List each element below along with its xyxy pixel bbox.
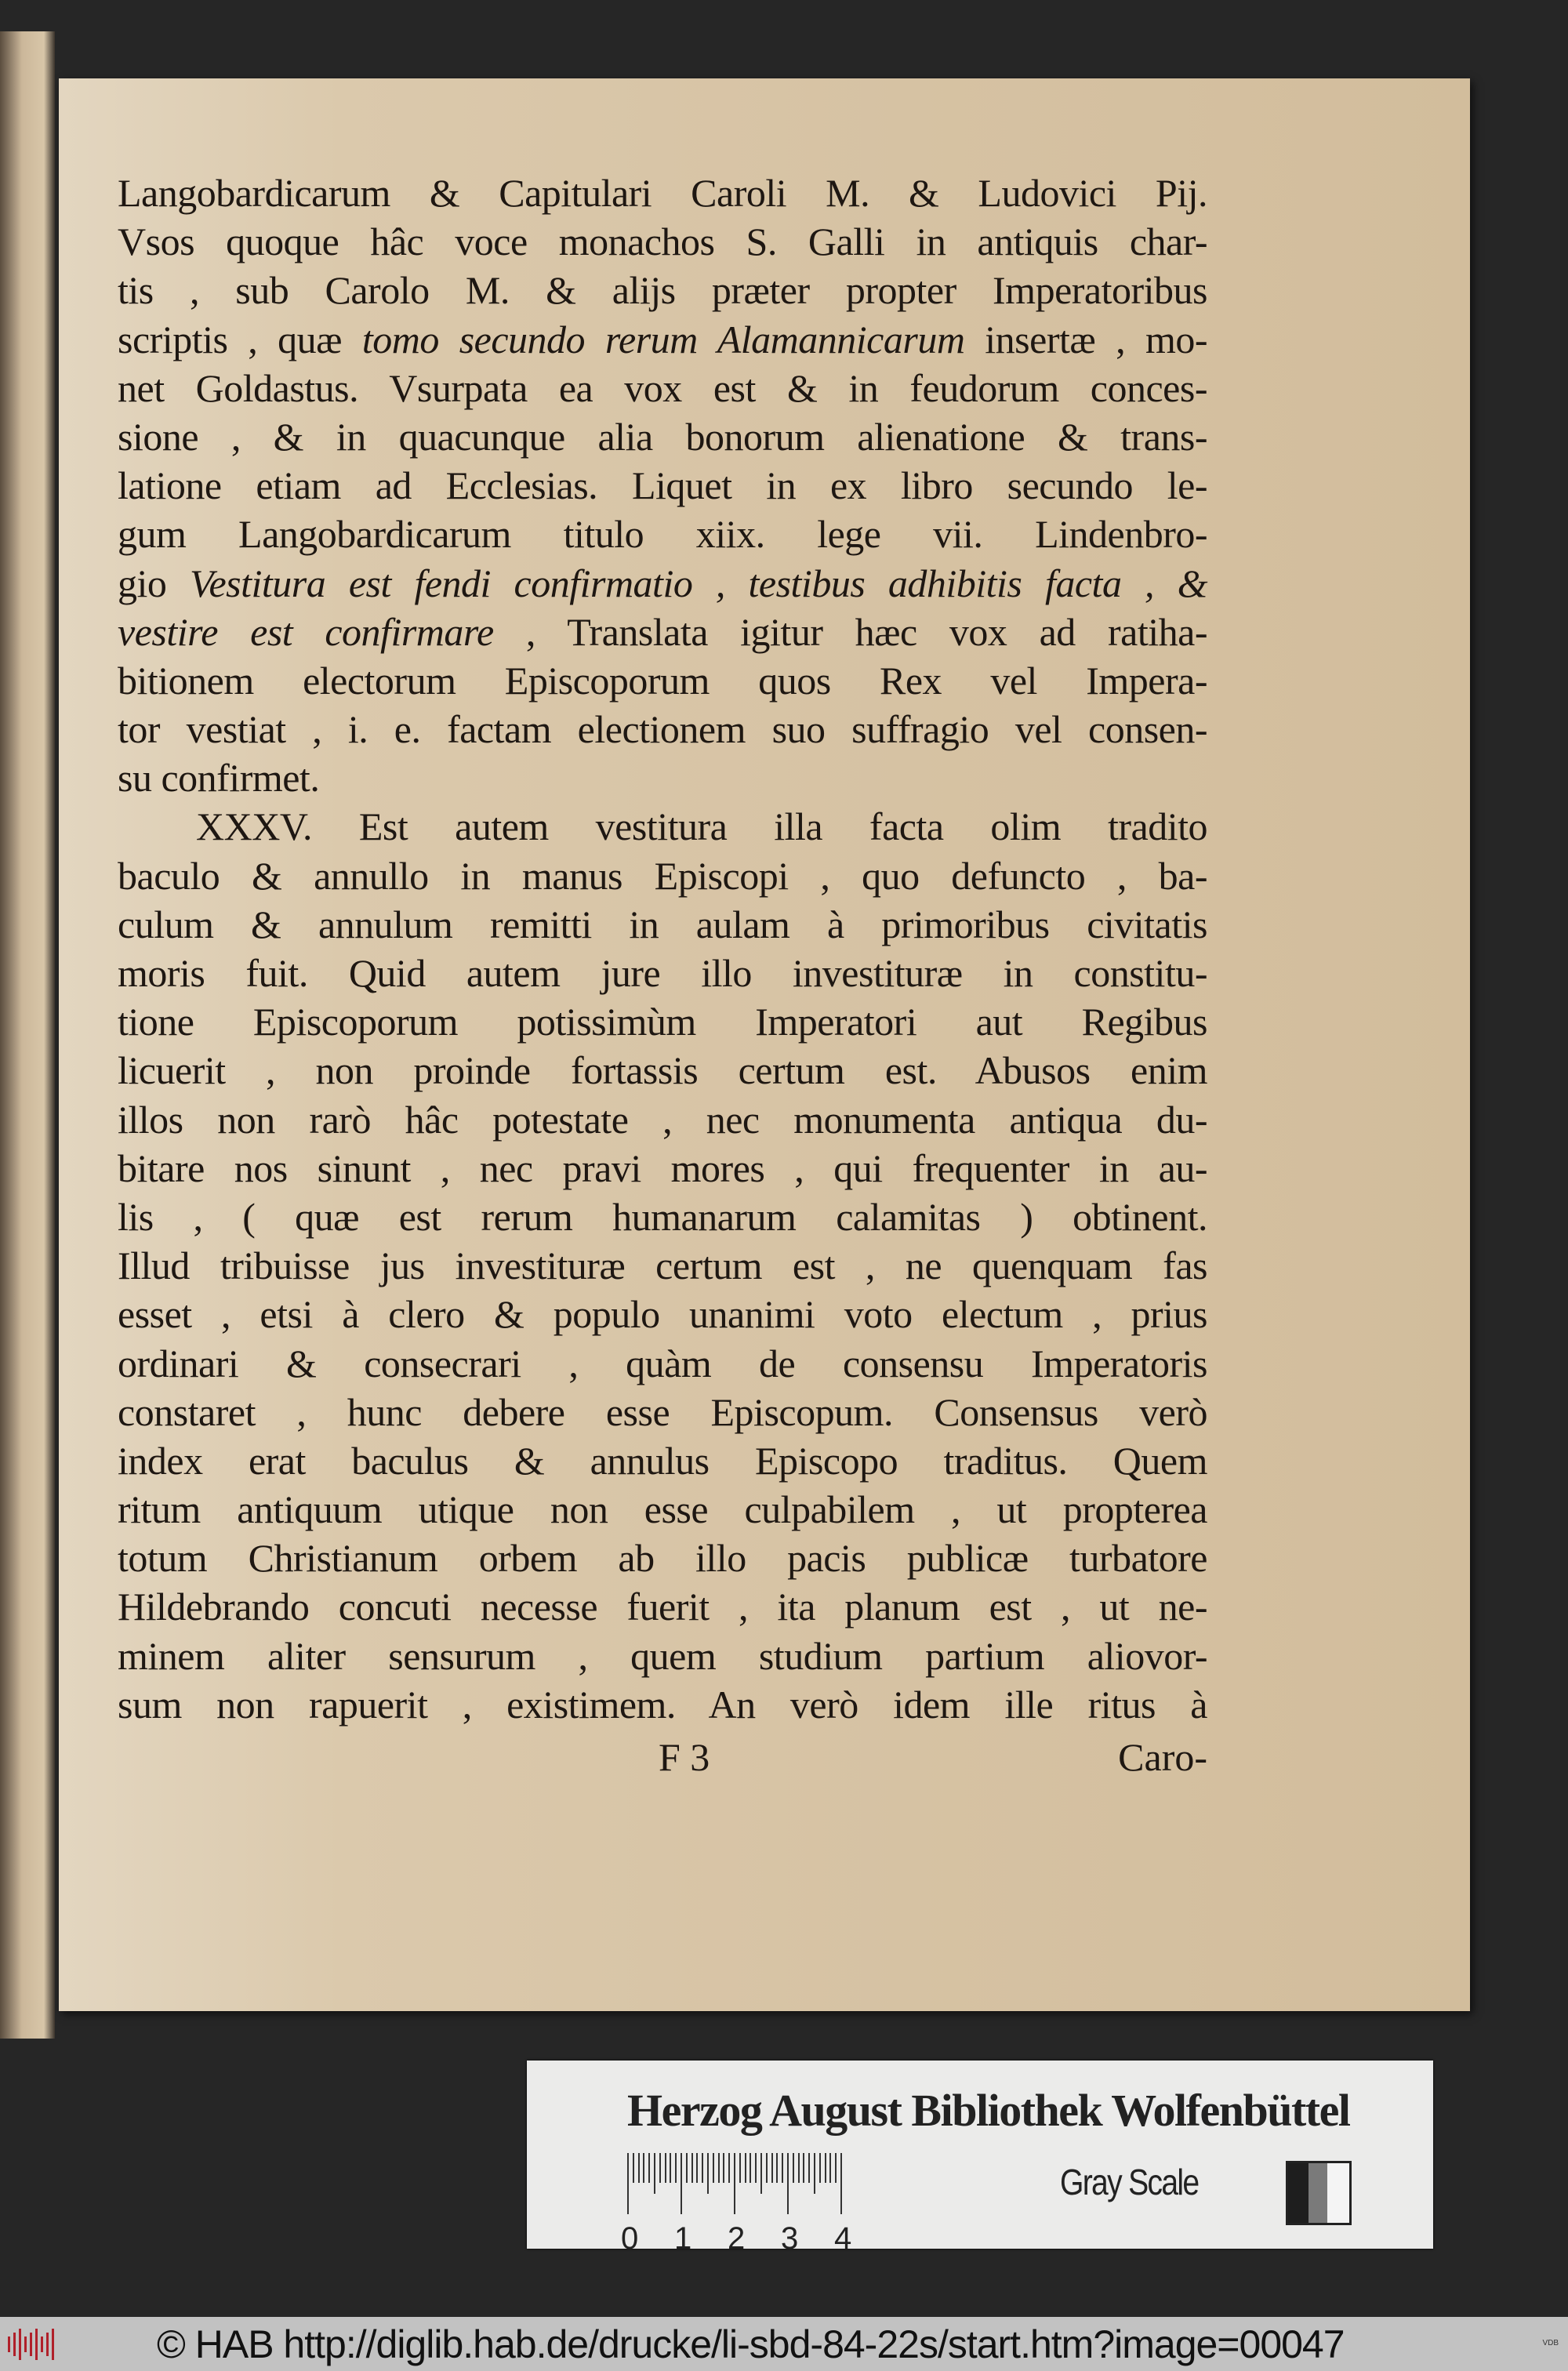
ruler xyxy=(627,2153,815,2216)
ruler-tick xyxy=(728,2153,730,2183)
text-segment: gum Langobardicarum titulo xiix. lege vii. Lindenbro- xyxy=(118,512,1207,557)
text-line xyxy=(118,949,1207,997)
ruler-tick xyxy=(734,2153,735,2214)
previous-page-edge xyxy=(0,31,55,2039)
ruler-tick xyxy=(829,2153,831,2183)
logo-stripe xyxy=(52,2329,54,2360)
italic-citation: tomo secundo rerum Alamannicarum xyxy=(361,317,965,361)
ruler-number: 4 xyxy=(834,2221,852,2256)
ruler-tick xyxy=(638,2153,640,2183)
ruler-tick xyxy=(814,2153,815,2194)
ruler-tick xyxy=(713,2153,714,2183)
ruler-tick xyxy=(808,2153,810,2183)
ruler-tick xyxy=(702,2153,703,2183)
ruler-tick xyxy=(627,2153,629,2214)
text-line xyxy=(118,1388,1207,1436)
text-segment: , Translata igitur hæc vox ad ratiha- xyxy=(493,609,1207,654)
ruler-number: 3 xyxy=(781,2221,799,2256)
text-line xyxy=(118,1290,1207,1338)
text-line xyxy=(118,1485,1207,1534)
text-line xyxy=(118,1680,1207,1729)
text-segment: sione , & in quacunque alia bonorum alienatione & trans- xyxy=(118,414,1207,459)
ruler-tick xyxy=(681,2153,682,2214)
text-line xyxy=(118,266,1207,314)
gray-swatch-white xyxy=(1327,2161,1352,2225)
ruler-number: 0 xyxy=(621,2221,639,2256)
text-segment: sum non rapuerit , existimem. An verò idem ille ritus à xyxy=(118,1682,1207,1727)
color-scale-card xyxy=(527,2061,1433,2256)
signature-mark: F 3 xyxy=(659,1735,710,1779)
text-line xyxy=(118,1095,1207,1144)
text-line xyxy=(118,802,1207,851)
text-line xyxy=(118,851,1207,900)
ruler-tick xyxy=(665,2153,666,2183)
logo-stripe xyxy=(19,2329,21,2360)
logo-stripe xyxy=(46,2333,49,2356)
mini-mark: VDB xyxy=(1542,2339,1559,2347)
text-line xyxy=(118,1144,1207,1193)
text-line xyxy=(118,559,1207,608)
text-segment: net Goldastus. Vsurpata ea vox est & in feudorum conces- xyxy=(118,365,1207,410)
ruler-tick xyxy=(776,2153,778,2183)
ruler-tick xyxy=(707,2153,709,2194)
text-segment: culum & annulum remitti in aulam à primoribus civitatis xyxy=(118,902,1207,946)
ruler-tick xyxy=(648,2153,650,2183)
gray-scale-label: Gray Scale xyxy=(1060,2162,1199,2202)
text-segment: licuerit , non proinde fortassis certum est. Abusos enim xyxy=(118,1048,1207,1093)
text-segment: gio xyxy=(118,561,190,605)
ruler-tick xyxy=(745,2153,746,2183)
text-segment: illos non rarò hâc potestate , nec monumenta antiqua du- xyxy=(118,1097,1207,1142)
text-segment: lis , ( quæ est rerum humanarum calamitas ) obtinent. xyxy=(118,1194,1207,1239)
hab-logo-icon xyxy=(5,2323,60,2366)
text-segment: esset , etsi à clero & populo unanimi voto electum , prius xyxy=(118,1292,1207,1337)
ruler-tick xyxy=(766,2153,768,2183)
text-segment: Vsos quoque hâc voce monachos S. Galli in antiquis char- xyxy=(118,220,1207,264)
ruler-tick xyxy=(760,2153,762,2194)
text-line xyxy=(118,1193,1207,1241)
italic-citation: Vestitura est fendi confirmatio , testibus adhibitis facta , & xyxy=(189,561,1207,605)
text-segment: Illud tribuisse jus investituræ certum est , ne quenquam fas xyxy=(118,1244,1207,1288)
ruler-tick xyxy=(659,2153,661,2183)
ruler-tick xyxy=(782,2153,783,2183)
text-line xyxy=(118,315,1207,364)
text-segment: insertæ , mo- xyxy=(964,317,1207,361)
ruler-tick xyxy=(803,2153,804,2183)
ruler-tick xyxy=(787,2153,789,2214)
text-segment: ordinari & consecrari , quàm de consensu Imperatoris xyxy=(118,1341,1207,1385)
ruler-tick xyxy=(718,2153,720,2183)
ruler-tick xyxy=(670,2153,671,2183)
text-segment: bitionem electorum Episcoporum quos Rex vel Impera- xyxy=(118,658,1207,703)
logo-stripe xyxy=(24,2337,27,2352)
text-line xyxy=(118,1046,1207,1095)
ruler-tick xyxy=(686,2153,688,2183)
ruler-tick xyxy=(643,2153,644,2183)
ruler-tick xyxy=(696,2153,698,2183)
text-line xyxy=(118,900,1207,949)
page-footer xyxy=(118,1734,1207,1783)
text-line xyxy=(118,1582,1207,1631)
logo-stripe xyxy=(41,2337,43,2352)
logo-stripe xyxy=(30,2333,32,2356)
text-line xyxy=(118,1339,1207,1388)
text-segment: bitare nos sinunt , nec pravi mores , qui frequenter in au- xyxy=(118,1146,1207,1190)
logo-stripe xyxy=(35,2329,38,2360)
text-segment: index erat baculus & annulus Episcopo traditus. Quem xyxy=(118,1438,1207,1483)
text-line xyxy=(118,656,1207,705)
text-line xyxy=(118,364,1207,412)
page-text xyxy=(118,169,1207,1729)
ruler-tick xyxy=(840,2153,842,2214)
ruler-tick xyxy=(654,2153,655,2194)
text-segment: ritum antiquum utique non esse culpabilem , ut propterea xyxy=(118,1487,1207,1532)
text-segment: minem aliter sensurum , quem studium partium aliovor- xyxy=(118,1633,1207,1678)
library-name: Herzog August Bibliothek Wolfenbüttel xyxy=(627,2085,1350,2136)
ruler-tick xyxy=(825,2153,826,2183)
copyright-url: © HAB http://diglib.hab.de/drucke/li-sbd-84-22s/start.htm?image=00047 xyxy=(157,2322,1345,2366)
text-line xyxy=(118,461,1207,510)
text-segment: Langobardicarum & Capitulari Caroli M. & Ludovici Pij. xyxy=(118,171,1207,215)
ruler-tick xyxy=(793,2153,794,2183)
text-segment: constaret , hunc debere esse Episcopum. Consensus verò xyxy=(118,1389,1207,1434)
ruler-tick xyxy=(835,2153,837,2183)
text-segment: Hildebrando concuti necesse fuerit , ita planum est , ut ne- xyxy=(118,1585,1207,1629)
text-line xyxy=(118,997,1207,1046)
text-segment: su confirmet. xyxy=(118,756,320,801)
ruler-tick xyxy=(798,2153,800,2183)
logo-stripe xyxy=(13,2333,16,2356)
italic-citation: vestire est confirmare xyxy=(118,609,494,654)
text-line xyxy=(118,1534,1207,1582)
text-segment: totum Christianum orbem ab illo pacis publicæ turbatore xyxy=(118,1536,1207,1581)
text-line xyxy=(118,412,1207,461)
ruler-tick xyxy=(691,2153,693,2183)
ruler-tick xyxy=(819,2153,821,2183)
ruler-tick xyxy=(771,2153,773,2183)
catchword: Caro- xyxy=(1118,1735,1207,1779)
text-segment: scriptis , quæ xyxy=(118,317,362,361)
text-line xyxy=(118,510,1207,558)
text-line xyxy=(118,217,1207,266)
ruler-number: 1 xyxy=(674,2221,692,2256)
text-segment: moris fuit. Quid autem jure illo investituræ in constitu- xyxy=(118,951,1207,995)
text-line xyxy=(118,169,1207,217)
ruler-tick xyxy=(755,2153,757,2183)
ruler-tick xyxy=(750,2153,751,2183)
ruler-tick xyxy=(633,2153,634,2183)
text-segment: tis , sub Carolo M. & alijs præter propter Imperatoribus xyxy=(118,268,1207,313)
gray-swatch-black xyxy=(1286,2161,1308,2225)
ruler-tick xyxy=(675,2153,677,2183)
text-line xyxy=(118,1436,1207,1485)
text-line xyxy=(118,1241,1207,1290)
ruler-tick xyxy=(739,2153,741,2183)
logo-stripe xyxy=(8,2337,10,2352)
text-segment: baculo & annullo in manus Episcopi , quo defuncto , ba- xyxy=(118,853,1207,898)
text-line xyxy=(118,753,1207,802)
gray-swatch-mid xyxy=(1308,2161,1327,2225)
copyright-bar xyxy=(0,2317,1568,2371)
text-segment: latione etiam ad Ecclesias. Liquet in ex libro secundo le- xyxy=(118,463,1207,508)
text-segment: tor vestiat , i. e. factam electionem suo suffragio vel consen- xyxy=(118,707,1207,752)
text-line xyxy=(118,1632,1207,1680)
text-line xyxy=(118,705,1207,753)
text-line xyxy=(118,608,1207,656)
ruler-tick xyxy=(723,2153,724,2183)
text-segment: XXXV. Est autem vestitura illa facta olim tradito xyxy=(196,804,1207,849)
ruler-number: 2 xyxy=(728,2221,746,2256)
text-segment: tione Episcoporum potissimùm Imperatori aut Regibus xyxy=(118,1000,1207,1044)
